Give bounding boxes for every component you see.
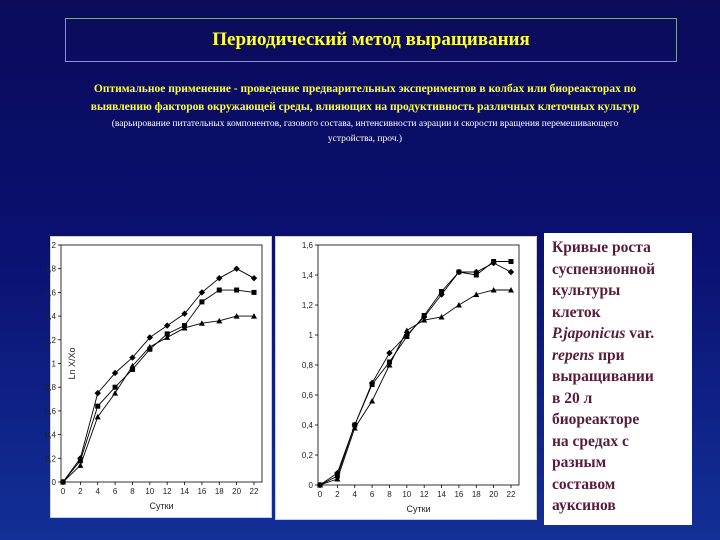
y-tick-label: 0,2 xyxy=(44,454,56,464)
x-tick-label: 20 xyxy=(489,490,499,499)
x-tick-label: 12 xyxy=(162,487,172,496)
x-axis-label: Сутки xyxy=(149,501,174,511)
caption-line: на средах с xyxy=(552,432,629,450)
y-tick-label: 0,6 xyxy=(44,406,56,416)
x-tick-label: 6 xyxy=(369,490,375,499)
series-1-point xyxy=(508,269,514,275)
series-3-point xyxy=(456,302,462,308)
x-tick-label: 22 xyxy=(506,490,516,499)
caption-line: биореакторе xyxy=(552,411,640,428)
caption-box xyxy=(544,233,692,525)
y-tick-label: 0,4 xyxy=(301,421,313,430)
x-tick-label: 20 xyxy=(232,487,242,496)
y-tick-label: 0 xyxy=(51,478,56,487)
y-tick-label: 1,6 xyxy=(44,288,56,298)
x-tick-label: 22 xyxy=(249,487,259,496)
series-line-1 xyxy=(320,263,511,485)
caption-variety-line xyxy=(552,345,684,367)
caption-line: разным xyxy=(552,454,607,471)
plot-frame xyxy=(318,245,519,485)
x-tick-label: 0 xyxy=(317,490,323,499)
caption-line: в 20 л xyxy=(552,389,593,407)
chart-panel-left xyxy=(44,236,272,518)
caption-species-line xyxy=(552,323,684,345)
y-tick-label: 1 xyxy=(308,331,313,340)
x-tick-label: 4 xyxy=(352,490,357,499)
series-2-point xyxy=(370,382,375,387)
series-2-point xyxy=(199,299,204,304)
x-tick-label: 10 xyxy=(145,487,155,496)
series-line-2 xyxy=(320,262,511,486)
growth-chart-right xyxy=(276,237,536,519)
x-tick-label: 18 xyxy=(471,490,481,499)
series-2-point xyxy=(113,385,118,390)
series-2-point xyxy=(217,288,222,293)
x-tick-label: 12 xyxy=(419,490,429,499)
series-3-point xyxy=(112,390,118,396)
y-tick-label: 1,4 xyxy=(301,271,313,280)
y-tick-label: 1,4 xyxy=(44,312,56,322)
note-line-2: устройства, проч.) xyxy=(327,134,403,144)
series-2-point xyxy=(474,273,479,278)
y-tick-label: 0 xyxy=(308,481,313,490)
caption-line: выращивании xyxy=(552,368,654,385)
subtitle-line-2: выявлению факторов окружающей среды, влияющих на продуктивность различных клеточных культур xyxy=(90,101,640,113)
caption-var: var. xyxy=(625,325,655,342)
series-2-point xyxy=(491,259,496,264)
y-tick-label: 0,8 xyxy=(44,383,56,393)
subtitle xyxy=(40,80,690,116)
series-2-point xyxy=(252,290,257,295)
caption-variety: repens xyxy=(552,346,595,364)
series-3-point xyxy=(147,344,153,350)
x-tick-label: 8 xyxy=(387,490,392,499)
series-2-point xyxy=(234,288,239,293)
y-tick-label: 0,4 xyxy=(44,430,56,440)
x-tick-label: 18 xyxy=(214,487,224,496)
page-title: Периодический метод выращивания xyxy=(212,29,530,50)
series-2-point xyxy=(95,404,100,409)
growth-chart-left xyxy=(44,237,271,517)
series-2-point xyxy=(456,270,461,275)
caption-line: Кривые роста xyxy=(552,239,651,256)
y-tick-label: 2 xyxy=(51,241,56,250)
y-tick-label: 1 xyxy=(51,359,56,369)
series-1-point xyxy=(251,275,257,281)
caption-species: P.japonicus xyxy=(552,325,626,342)
series-2-point xyxy=(509,259,514,264)
x-tick-label: 16 xyxy=(197,487,207,496)
series-line-3 xyxy=(320,290,511,485)
series-3-point xyxy=(404,328,410,334)
plot-frame xyxy=(61,245,262,482)
x-tick-label: 4 xyxy=(95,487,100,496)
series-line-1 xyxy=(63,269,254,482)
note-line-1: (варьирование питательных компонентов, газового состава, интенсивности аэрации и скорости вращения перемешивающего xyxy=(111,119,619,129)
x-tick-label: 8 xyxy=(130,487,135,496)
chart-panel-right xyxy=(275,236,537,520)
series-1-point xyxy=(164,322,170,328)
title-box xyxy=(65,18,677,62)
caption-line: клеток xyxy=(552,303,601,321)
x-axis-label: Сутки xyxy=(406,504,431,514)
x-tick-label: 10 xyxy=(402,490,412,499)
y-tick-label: 1,8 xyxy=(44,264,56,274)
caption-line: при xyxy=(594,346,625,364)
note xyxy=(45,117,685,147)
x-tick-label: 0 xyxy=(60,487,66,496)
caption-line: составом xyxy=(552,475,616,493)
x-tick-label: 6 xyxy=(112,487,118,496)
x-tick-label: 2 xyxy=(78,487,83,496)
caption-line: суспензионной xyxy=(552,260,656,278)
y-tick-label: 1,2 xyxy=(301,301,313,310)
series-3-point xyxy=(369,398,375,404)
caption-line: культуры xyxy=(552,282,621,299)
y-tick-label: 0,2 xyxy=(301,451,313,460)
x-tick-label: 14 xyxy=(180,487,189,496)
series-3-point xyxy=(439,314,445,320)
caption-line: ауксинов xyxy=(552,497,616,514)
y-tick-label: 1,6 xyxy=(301,241,313,250)
y-axis-label: Ln X/Xo xyxy=(67,347,77,380)
x-tick-label: 2 xyxy=(335,490,340,499)
x-tick-label: 14 xyxy=(437,490,446,499)
subtitle-line-1: Оптимальное применение - проведение предварительных экспериментов в колбах или биореакторах по xyxy=(93,83,637,95)
series-2-point xyxy=(439,289,444,294)
y-tick-label: 1,2 xyxy=(44,335,56,345)
series-1-point xyxy=(233,266,239,272)
x-tick-label: 16 xyxy=(454,490,464,499)
y-tick-label: 0,6 xyxy=(301,391,313,400)
y-tick-label: 0,8 xyxy=(301,361,313,370)
